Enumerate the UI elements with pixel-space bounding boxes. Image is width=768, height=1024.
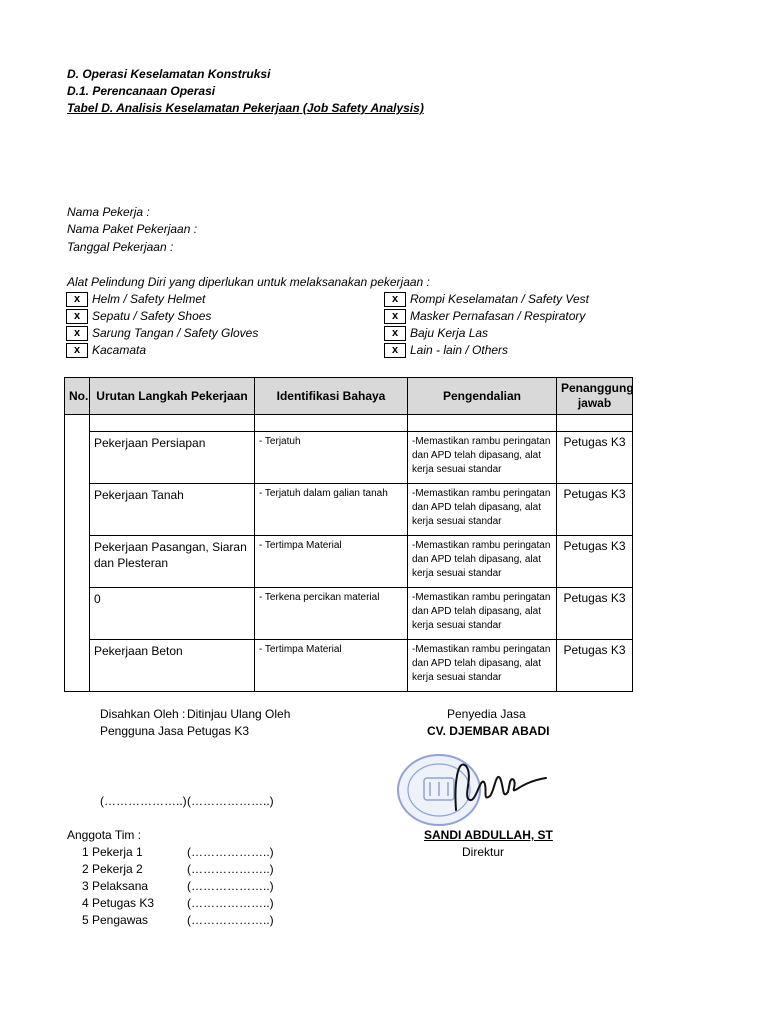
ditinjau-label: Ditinjau Ulang Oleh — [187, 707, 291, 721]
col-header-hazard: Identifikasi Bahaya — [255, 378, 408, 415]
signature-placeholder: (………………..) — [187, 913, 274, 927]
control-cell: -Memastikan rambu peringatan dan APD telah dipasang, alat kerja sesuai standar — [408, 588, 557, 640]
tanggal-label: Tanggal Pekerjaan : — [67, 240, 174, 254]
signature-placeholder: (………………..) — [187, 862, 274, 876]
nama-paket-label: Nama Paket Pekerjaan : — [67, 222, 198, 236]
hazard-cell: - Tertimpa Material — [255, 536, 408, 588]
company-name: CV. DJEMBAR ABADI — [427, 724, 550, 738]
step-cell: Pekerjaan Tanah — [90, 484, 255, 536]
resp-cell: Petugas K3 — [557, 432, 633, 484]
disahkan-label: Disahkan Oleh : — [100, 707, 186, 721]
col-header-control: Pengendalian — [408, 378, 557, 415]
team-no: 5 — [82, 913, 89, 927]
signature-placeholder: (………………..) — [100, 794, 187, 808]
penyedia-jasa-label: Penyedia Jasa — [447, 707, 526, 721]
team-no: 2 — [82, 862, 89, 876]
team-member: Pengawas — [92, 913, 149, 927]
pengguna-jasa-label: Pengguna Jasa — [100, 724, 184, 738]
signer-name: SANDI ABDULLAH, ST — [424, 828, 553, 842]
apd-item: Rompi Keselamatan / Safety Vest — [410, 292, 589, 306]
apd-checkbox: x — [66, 309, 88, 324]
team-member: Pekerja 2 — [92, 862, 143, 876]
step-cell: Pekerjaan Pasangan, Siaran dan Plesteran — [90, 536, 255, 588]
table-title: Tabel D. Analisis Keselamatan Pekerjaan (Job Safety Analysis) — [67, 101, 424, 115]
team-no: 4 — [82, 896, 89, 910]
signature-placeholder: (………………..) — [187, 879, 274, 893]
resp-cell: Petugas K3 — [557, 588, 633, 640]
apd-checkbox: x — [384, 309, 406, 324]
petugas-k3-label: Petugas K3 — [187, 724, 250, 738]
step-cell: Pekerjaan Beton — [90, 640, 255, 692]
hazard-cell: - Tertimpa Material — [255, 640, 408, 692]
control-cell: -Memastikan rambu peringatan dan APD telah dipasang, alat kerja sesuai standar — [408, 484, 557, 536]
table-row — [65, 588, 633, 640]
apd-item: Helm / Safety Helmet — [92, 292, 206, 306]
col-header-no: No. — [65, 378, 90, 415]
company-stamp-signature — [396, 752, 556, 830]
apd-checkbox: x — [384, 292, 406, 307]
team-member: Pekerja 1 — [92, 845, 143, 859]
step-cell: 0 — [90, 588, 255, 640]
apd-item: Masker Pernafasan / Respiratory — [410, 309, 586, 323]
team-no: 1 — [82, 845, 89, 859]
apd-checkbox: x — [66, 343, 88, 358]
step-cell: Pekerjaan Persiapan — [90, 432, 255, 484]
apd-title: Alat Pelindung Diri yang diperlukan untuk melaksanakan pekerjaan : — [67, 275, 430, 289]
hazard-cell: - Terjatuh dalam galian tanah — [255, 484, 408, 536]
subsection-title: D.1. Perencanaan Operasi — [67, 84, 216, 98]
apd-checkbox: x — [384, 343, 406, 358]
apd-item: Kacamata — [92, 343, 147, 357]
table-row — [65, 640, 633, 692]
hazard-cell: - Terjatuh — [255, 432, 408, 484]
resp-cell: Petugas K3 — [557, 484, 633, 536]
col-header-step: Urutan Langkah Pekerjaan — [90, 378, 255, 415]
signer-position: Direktur — [462, 845, 505, 859]
team-title: Anggota Tim : — [67, 828, 142, 842]
apd-checkbox: x — [66, 326, 88, 341]
apd-checkbox: x — [384, 326, 406, 341]
control-cell: -Memastikan rambu peringatan dan APD telah dipasang, alat kerja sesuai standar — [408, 640, 557, 692]
apd-item: Sepatu / Safety Shoes — [92, 309, 212, 323]
apd-item: Sarung Tangan / Safety Gloves — [92, 326, 259, 340]
apd-checkbox: x — [66, 292, 88, 307]
control-cell: -Memastikan rambu peringatan dan APD telah dipasang, alat kerja sesuai standar — [408, 432, 557, 484]
nama-pekerja-label: Nama Pekerja : — [67, 205, 150, 219]
col-header-resp: Penanggung jawab — [557, 378, 633, 415]
jsa-table — [64, 377, 633, 692]
team-no: 3 — [82, 879, 89, 893]
spacer-row — [65, 415, 633, 432]
table-row — [65, 432, 633, 484]
table-row — [65, 484, 633, 536]
resp-cell: Petugas K3 — [557, 640, 633, 692]
signature-placeholder: (………………..) — [187, 845, 274, 859]
signature-placeholder: (………………..) — [187, 794, 274, 808]
table-header-row — [65, 378, 633, 415]
apd-item: Baju Kerja Las — [410, 326, 489, 340]
signature-placeholder: (………………..) — [187, 896, 274, 910]
apd-item: Lain - lain / Others — [410, 343, 509, 357]
section-title: D. Operasi Keselamatan Konstruksi — [67, 67, 271, 81]
hazard-cell: - Terkena percikan material — [255, 588, 408, 640]
team-member: Petugas K3 — [92, 896, 155, 910]
resp-cell: Petugas K3 — [557, 536, 633, 588]
team-member: Pelaksana — [92, 879, 149, 893]
table-row — [65, 536, 633, 588]
control-cell: -Memastikan rambu peringatan dan APD telah dipasang, alat kerja sesuai standar — [408, 536, 557, 588]
